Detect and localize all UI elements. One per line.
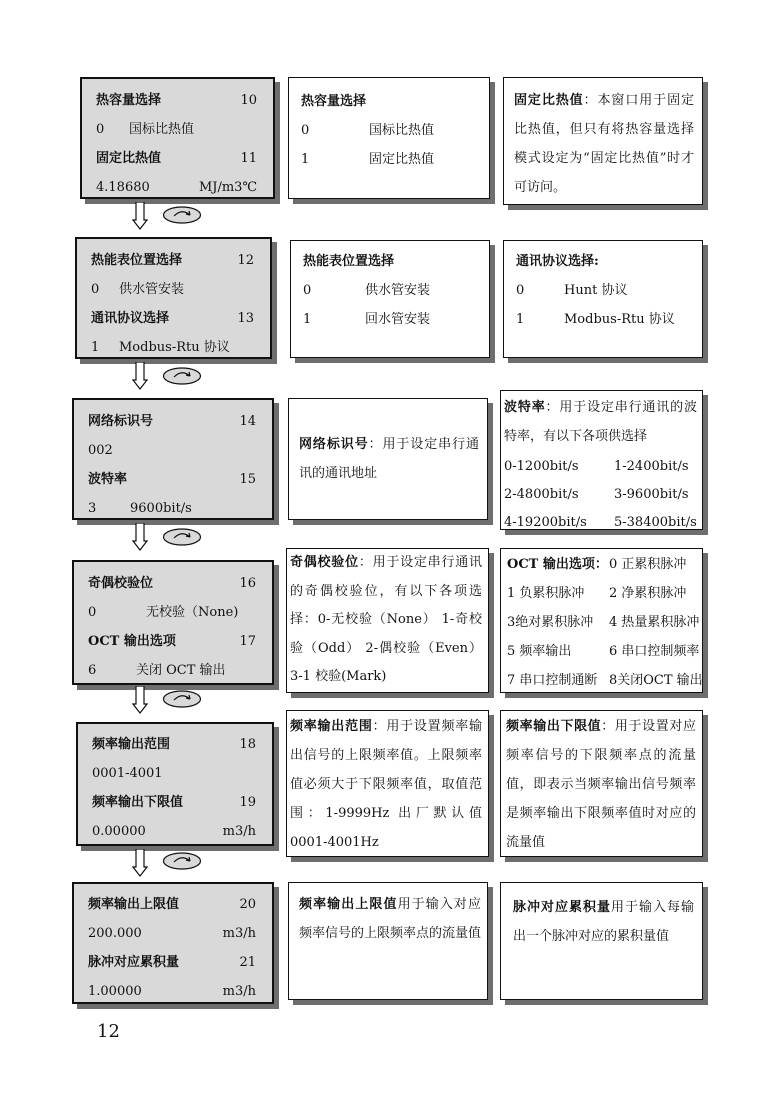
- lcd-value-text: 国标比热值: [129, 122, 195, 137]
- rotary-knob-icon: [162, 852, 202, 870]
- note-text: ：用于设定串行通讯的奇偶校验位，有以下各项选择：0-无校验（None） 1-奇校验（Odd） 2-偶校验（Even） 3-1 校验(Mark): [290, 555, 482, 684]
- lcd-subtitle: 波特率: [88, 472, 128, 487]
- options-box-meter-position: [290, 240, 490, 358]
- lcd-screen-parity: [72, 560, 274, 685]
- lcd-subtitle: 脉冲对应累积量: [88, 955, 180, 970]
- lcd-title: 网络标识号: [88, 414, 154, 429]
- note-title: 通讯协议选择:: [516, 254, 599, 269]
- note-box-fixed-specific-heat: [503, 77, 703, 205]
- rotary-knob-icon: [162, 528, 202, 546]
- rotary-knob-icon: [162, 367, 202, 385]
- note-box-oct-output: [500, 548, 703, 693]
- lcd-subtitle: 固定比热值: [96, 151, 162, 166]
- note-text: 用于输入每输出一个脉冲对应的累积量值: [513, 900, 694, 944]
- lcd-title-number: 16: [239, 576, 256, 591]
- lcd-value-text: 供水管安装: [119, 282, 185, 297]
- down-arrow-icon: [132, 686, 148, 714]
- note-text: ：本窗口用于固定比热值，但只有将热容量选择模式设定为“固定比热值”时才可访问。: [514, 93, 694, 195]
- lcd-screen-meter-position: [75, 237, 272, 359]
- note-term: OCT 输出选项：: [507, 557, 608, 572]
- lcd-title: 奇偶校验位: [88, 576, 154, 591]
- option-row: 1 回水管安装: [303, 312, 431, 327]
- lcd-value2-unit: 关闭 OCT 输出: [136, 663, 226, 678]
- note-box-pulse-accumulation: [500, 882, 703, 1000]
- note-term: 固定比热值: [514, 93, 584, 108]
- lcd-value-code: 0: [96, 122, 105, 137]
- lcd-title-number: 10: [240, 93, 257, 108]
- protocol-row: 0 Hunt 协议: [516, 283, 628, 298]
- note-text: ：用于设定串行通讯的通讯地址: [299, 437, 479, 481]
- lcd-title-number: 18: [239, 737, 256, 752]
- lcd-value2-unit: Modbus-Rtu 协议: [119, 340, 230, 355]
- baud-rate-row: 2-4800bit/s 3-9600bit/s: [504, 487, 689, 502]
- lcd-title-number: 20: [239, 897, 256, 912]
- options-box-frequency-range: [286, 710, 489, 857]
- options-box-network-id: [288, 398, 488, 520]
- lcd-value-code: 0: [88, 605, 97, 620]
- protocol-row: 1 Modbus-Rtu 协议: [516, 312, 675, 327]
- lcd-subtitle: 频率输出下限值: [92, 795, 184, 810]
- down-arrow-icon: [132, 362, 148, 390]
- lcd-value2: 1.00000: [88, 984, 142, 999]
- lcd-value2: 4.18680: [96, 180, 150, 195]
- lcd-subtitle: OCT 输出选项: [88, 634, 176, 649]
- note-term: 脉冲对应累积量: [513, 900, 611, 915]
- note-text: ：用于设置频率输出信号的上限频率值。上限频率值必须大于下限频率值，取值范围：1-9999Hz 出厂默认值 0001-4001Hz: [290, 719, 482, 850]
- option-row: 1 固定比热值: [301, 152, 435, 167]
- lcd-value2: 6: [88, 663, 97, 678]
- options-box-parity: [286, 548, 489, 693]
- lcd-screen-heat-capacity: [80, 77, 275, 199]
- lcd-subtitle-number: 15: [239, 472, 256, 487]
- lcd-title: 热能表位置选择: [91, 253, 183, 268]
- note-text: 用于输入对应频率信号的上限频率点的流量值: [299, 897, 482, 941]
- lcd-value2: 3: [88, 501, 97, 516]
- note-term: 频率输出上限值: [299, 897, 398, 912]
- lcd-screen-frequency-upper-limit: [72, 882, 274, 1004]
- lcd-subtitle: 通讯协议选择: [91, 311, 170, 326]
- page-number: 12: [97, 1021, 120, 1042]
- lcd-value-code: 0001-4001: [92, 766, 163, 781]
- note-text: ：用于设置对应频率信号的下限频率点的流量值，即表示当频率输出信号频率是频率输出下限频率值时对应的流量值: [506, 719, 696, 850]
- lcd-value-unit: m3/h: [222, 926, 256, 941]
- note-text: ：用于设定串行通讯的波特率，有以下各项供选择: [504, 400, 697, 444]
- down-arrow-icon: [132, 849, 148, 877]
- note-box-protocol: [503, 240, 703, 358]
- lcd-title-number: 14: [239, 414, 256, 429]
- down-arrow-icon: [132, 523, 148, 551]
- oct-header-row: OCT 输出选项： 0 正累积脉冲: [507, 557, 687, 572]
- lcd-subtitle-number: 21: [239, 955, 256, 970]
- options-title: 热能表位置选择: [303, 254, 395, 269]
- lcd-title: 热容量选择: [96, 93, 162, 108]
- options-box-frequency-upper-limit: [288, 882, 488, 1000]
- lcd-value2-unit: m3/h: [222, 984, 256, 999]
- down-arrow-icon: [132, 202, 148, 230]
- lcd-value2-unit: MJ/m3℃: [198, 180, 257, 195]
- note-box-frequency-lower-limit: [500, 710, 703, 857]
- option-row: 0 供水管安装: [303, 283, 431, 298]
- oct-option-row: 5 频率输出 6 串口控制频率: [507, 644, 700, 659]
- lcd-title: 频率输出范围: [92, 737, 171, 752]
- lcd-value-text: 无校验（None): [146, 605, 239, 620]
- note-box-baud-rate: [500, 390, 703, 530]
- note-term: 网络标识号: [299, 437, 369, 452]
- lcd-title-number: 12: [237, 253, 254, 268]
- note-term: 频率输出范围: [290, 719, 373, 734]
- options-title: 热容量选择: [301, 94, 367, 109]
- lcd-subtitle-number: 17: [239, 634, 256, 649]
- oct-option-row: 3绝对累积脉冲 4 热量累积脉冲: [507, 615, 700, 630]
- baud-rate-row: 0-1200bit/s 1-2400bit/s: [504, 459, 689, 474]
- lcd-value-code: 200.000: [88, 926, 142, 941]
- options-box-heat-capacity: [288, 77, 490, 199]
- option-row: 0 国标比热值: [301, 123, 435, 138]
- lcd-value2-unit: m3/h: [222, 824, 256, 839]
- lcd-value-code: 002: [88, 443, 113, 458]
- rotary-knob-icon: [162, 206, 202, 224]
- lcd-value2-unit: 9600bit/s: [130, 501, 192, 516]
- lcd-value2: 0.00000: [92, 824, 146, 839]
- note-term: 频率输出下限值: [506, 719, 602, 734]
- oct-option-row: 1 负累积脉冲 2 净累积脉冲: [507, 586, 687, 601]
- lcd-screen-frequency-range: [76, 722, 274, 846]
- oct-option-row: 7 串口控制通断 8关闭OCT 输出: [507, 673, 703, 688]
- lcd-screen-network-id: [72, 398, 274, 520]
- lcd-subtitle-number: 19: [239, 795, 256, 810]
- note-term: 波特率: [504, 400, 546, 415]
- lcd-subtitle-number: 11: [240, 151, 257, 166]
- baud-rate-row: 4-19200bit/s 5-38400bit/s: [504, 515, 697, 530]
- lcd-value2: 1: [91, 340, 100, 355]
- rotary-knob-icon: [162, 690, 202, 708]
- lcd-value-code: 0: [91, 282, 100, 297]
- note-term: 奇偶校验位: [290, 555, 359, 570]
- lcd-title: 频率输出上限值: [88, 897, 180, 912]
- lcd-subtitle-number: 13: [237, 311, 254, 326]
